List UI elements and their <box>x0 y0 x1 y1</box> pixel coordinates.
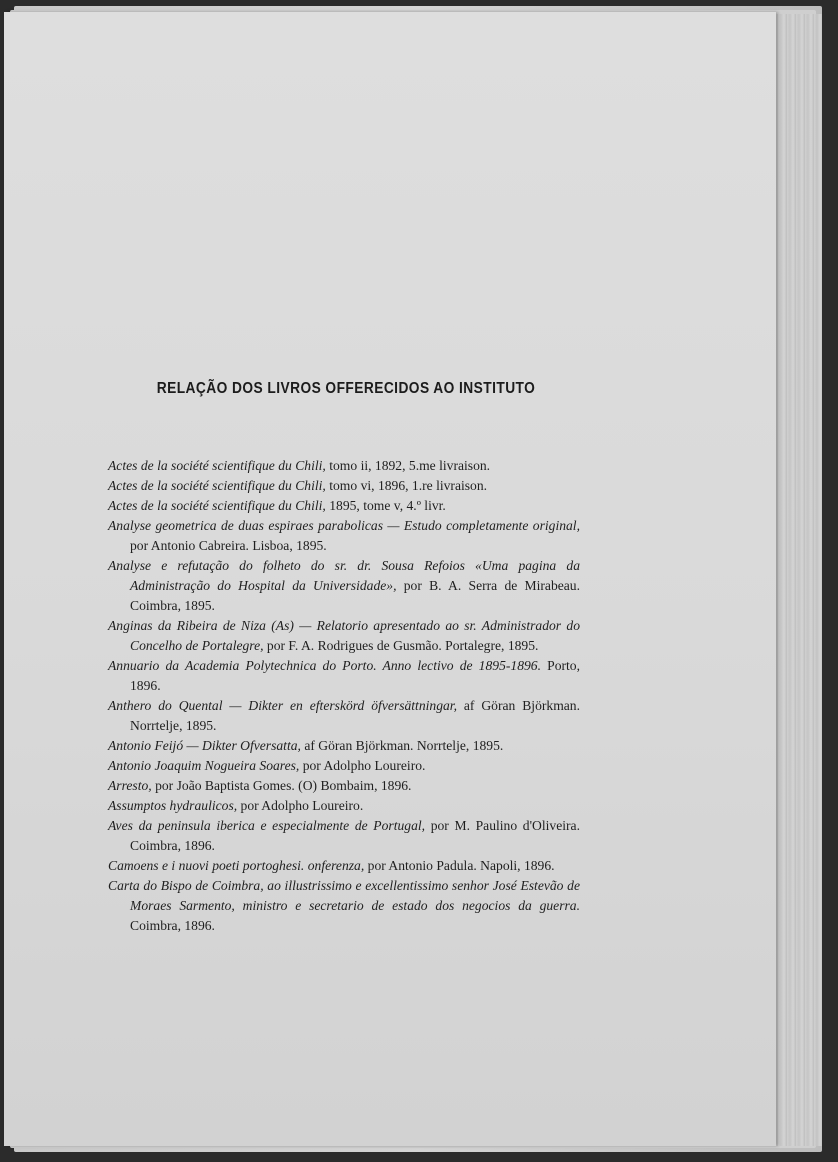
list-item: Anthero do Quental — Dikter en efterskörd öfversättningar, af Göran Björkman. Norrtelje, 1895. <box>108 698 580 733</box>
list-item: Aves da peninsula iberica e especialmente de Portugal, por M. Paulino d'Oliveira. Coimbra, 1896. <box>108 818 580 853</box>
list-item: Assumptos hydraulicos, por Adolpho Loureiro. <box>108 798 364 813</box>
list-item: Analyse e refutação do folheto do sr. dr. Sousa Refoios «Uma pagina da Administração do Hospital da Universidade», por B. A. Serra de Mirabeau. Coimbra, 1895. <box>108 558 581 613</box>
list-item: Antonio Joaquim Nogueira Soares, por Adolpho Loureiro. <box>108 758 426 773</box>
list-item: Anginas da Ribeira de Niza (As) — Relatorio apresentado ao sr. Administrador do Concelho de Portalegre, por F. A. Rodrigues de Gusmão. Portalegre, 1895. <box>108 618 580 653</box>
list-item: Actes de la société scientifique du Chili, tomo ii, 1892, 5.me livraison. <box>108 458 491 473</box>
list-item: Camoens e i nuovi poeti portoghesi. onferenza, por Antonio Padula. Napoli, 1896. <box>108 858 555 873</box>
book-list <box>108 456 580 936</box>
list-item: Carta do Bispo de Coimbra, ao illustrissimo e excellentissimo senhor José Estevão de Moraes Sarmento, ministro e secretario de estado dos negocios da guerra. Coimbra, 1896. <box>108 878 580 933</box>
list-item: Actes de la société scientifique du Chili, 1895, tome v, 4.º livr. <box>108 498 446 513</box>
list-item: Antonio Feijó — Dikter Ofversatta, af Göran Björkman. Norrtelje, 1895. <box>108 738 504 753</box>
page-title: RELAÇÃO DOS LIVROS OFFERECIDOS AO INSTITUTO <box>156 380 536 397</box>
list-item: Actes de la société scientifique du Chili, tomo vi, 1896, 1.re livraison. <box>108 478 488 493</box>
list-item: Arresto, por João Baptista Gomes. (O) Bombaim, 1896. <box>108 778 412 793</box>
list-item: Analyse geometrica de duas espiraes parabolicas — Estudo completamente original, por Antonio Cabreira. Lisboa, 1895. <box>108 518 580 553</box>
list-item: Annuario da Academia Polytechnica do Porto. Anno lectivo de 1895-1896. Porto, 1896. <box>108 658 580 693</box>
